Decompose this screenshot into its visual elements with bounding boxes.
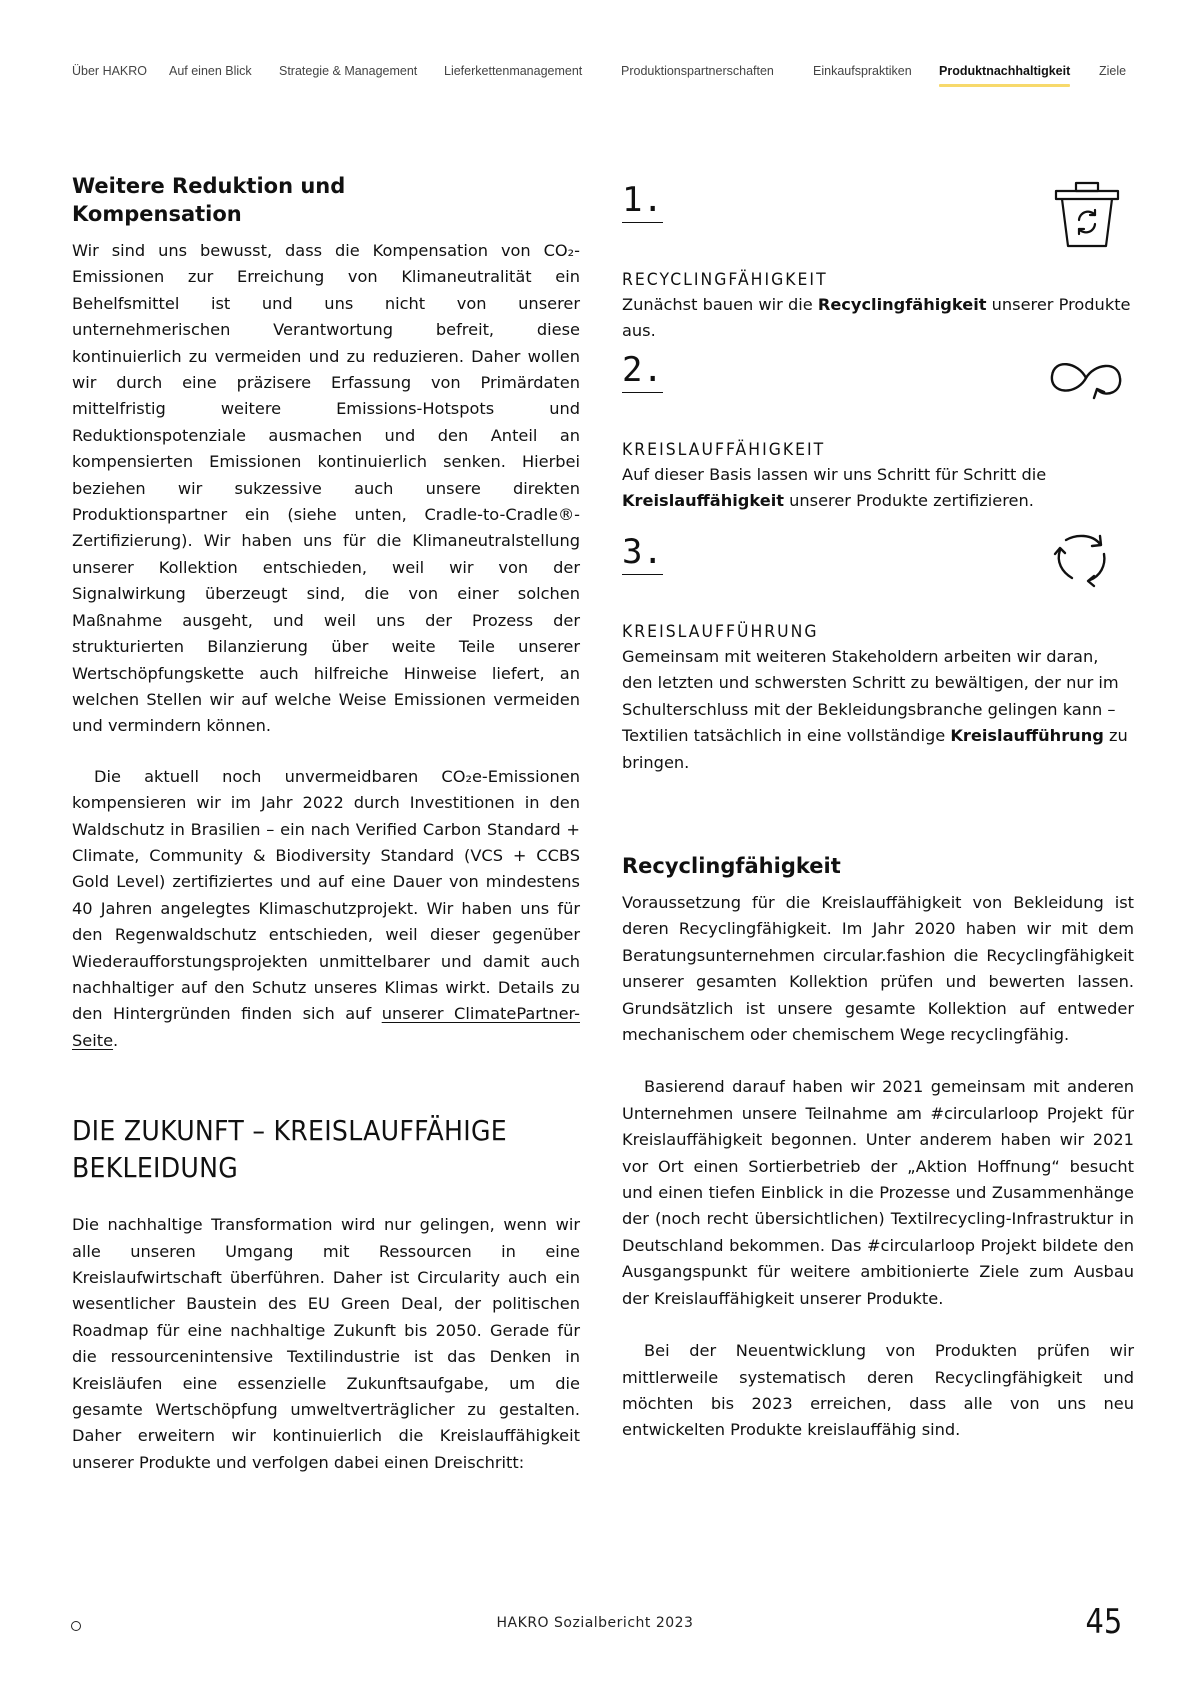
paragraph-waldschutz-text: Die aktuell noch unvermeidbaren CO₂e-Emissionen kompensieren wir im Jahr 2022 durch Investitionen in den Waldschutz in Brasilien – ein nach Verified Carbon Standard + Climate, Community & Biodiversity Standard (VCS + CCBS Gold Level) zertifiziertes und auf eine Dauer von mindestens 40 Jahren angelegtes Klimaschutzprojekt. Wir haben uns für den Regenwaldschutz entschieden, weil dieser gegenüber Wiederaufforstungsprojekten unmittelbarer und damit auch nachhaltiger auf den Schutz unseres Klimas wirkt. Details zu den Hintergründen finden sich auf (72, 766, 580, 1024)
nav-item-strategie-management[interactable]: Strategie & Management (279, 64, 418, 78)
section-heading-zukunft: DIE ZUKUNFT – KREISLAUFFÄHIGE BEKLEIDUNG (72, 1114, 507, 1185)
nav-item-ueber-hakro[interactable]: Über HAKRO (72, 64, 148, 78)
step-text-bold: Kreislaufführung (950, 726, 1104, 746)
infinity-loop-icon (1048, 352, 1124, 408)
step-number: 2. (622, 350, 663, 393)
nav-item-produktnachhaltigkeit[interactable]: Produktnachhaltigkeit (939, 64, 1071, 78)
step-1 (622, 180, 1134, 350)
nav-item-lieferkettenmanagement[interactable]: Lieferkettenmanagement (444, 64, 583, 78)
recycle-bin-icon (1052, 180, 1122, 254)
nav-item-auf-einen-blick[interactable]: Auf einen Blick (169, 64, 252, 78)
paragraph-end-punctuation: . (113, 1030, 119, 1050)
left-column (72, 172, 580, 1476)
step-text: Gemeinsam mit weiteren Stakeholdern arbeiten wir daran, den letzten und schwersten Schritt zu bewältigen, der nur im Schulterschluss mit der Bekleidungsbranche gelingen kann – Textilien tatsächlich in eine vollständige (622, 647, 1119, 746)
step-text: zu bringen. (622, 726, 1128, 772)
page-footer (0, 1600, 1190, 1650)
step-text-bold: Kreislauffähigkeit (622, 491, 784, 511)
step-text: unserer Produkte zertifizieren. (783, 491, 1034, 511)
step-text-bold: Recyclingfähigkeit (817, 295, 987, 314)
step-text: Zunächst bauen wir die (622, 295, 818, 314)
step-title: KREISLAUFFÜHRUNG (622, 622, 819, 642)
step-number: 3. (622, 532, 663, 575)
step-2 (622, 350, 1134, 532)
circular-arrows-icon (1052, 532, 1112, 592)
step-number: 1. (622, 180, 663, 223)
climatepartner-link[interactable]: unserer ClimatePartner-Seite (72, 1004, 580, 1050)
nav-item-produktionspartnerschaften[interactable]: Produktionspartnerschaften (621, 64, 774, 78)
footer-report-title: HAKRO Sozialbericht 2023 (496, 1615, 694, 1631)
paragraph-circularloop: Basierend darauf haben wir 2021 gemeinsam mit anderen Unternehmen unsere Teilnahme am #circularloop Projekt für Kreislauffähigkeit begonnen. Unter anderem haben wir 2021 vor Ort einen Sortierbetrieb der „Aktion Hoffnung“ besucht und einen tiefen Einblick in die Prozesse und Zusammenhänge der (noch recht übersichtlichen) Textilrecycling-Infrastruktur in Deutschland bekommen. Das #circularloop Projekt bildete den Ausgangspunkt für weitere ambitionierte Ziele zum Ausbau der Kreislauffähigkeit unserer Produkte. (622, 1077, 1134, 1308)
step-text: Auf dieser Basis lassen wir uns Schritt für Schritt die (622, 465, 1047, 484)
step-title: RECYCLINGFÄHIGKEIT (622, 270, 828, 290)
paragraph-kompensation: Wir sind uns bewusst, dass die Kompensation von CO₂-Emissionen zur Erreichung von Klimaneutralität ein Behelfsmittel ist und uns nicht von unserer unternehmerischen Verantwortung befreit, diese kontinuierlich zu vermeiden und zu reduzieren. Daher wollen wir durch eine präzisere Erfassung von Primärdaten mittelfristig weitere Emissions-Hotspots und Reduktionspotenziale ausmachen und den Anteil an kompensierten Emissionen kontinuierlich senken. Hierbei beziehen wir sukzessive auch unsere direkten Produktionspartner ein (siehe unten, Cradle-to-Cradle®-Zertifizierung). Wir haben uns für die Klimaneutralstellung unserer Kollektion entschieden, weil wir von der Signalwirkung überzeugt sind, die von einer solchen Maßnahme ausgeht, und weil uns der Prozess der strukturierten Bilanzierung über weite Teile unserer Wertschöpfungskette auch hilfreiche Hinweise liefert, an welchen Stellen wir auf welche Weise Emissionen vermeiden und vermindern können. (72, 241, 580, 736)
step-text: unserer Produkte aus. (622, 295, 1131, 341)
heading-recyclingfaehigkeit: Recyclingfähigkeit (622, 854, 841, 878)
paragraph-voraussetzung: Voraussetzung für die Kreislauffähigkeit von Bekleidung ist deren Recyclingfähigkeit. Im Jahr 2020 haben wir mit dem Beratungsunternehmen circular.fashion die Recyclingfähigkeit unserer gesamten Kollektion prüfen und bewerten lassen. Grundsätzlich ist unsere gesamte Kollektion auf entweder mechanischem oder chemischem Wege recyclingfähig. (622, 893, 1134, 1045)
step-3 (622, 532, 1134, 852)
paragraph-waldschutz (72, 764, 580, 1054)
step-description (622, 644, 1134, 776)
nav-item-ziele[interactable]: Ziele (1099, 64, 1127, 78)
right-column (622, 180, 1134, 1444)
page-number: 45 (1085, 1602, 1122, 1642)
step-description (622, 292, 1134, 345)
nav-item-einkaufspraktiken[interactable]: Einkaufspraktiken (813, 64, 912, 78)
step-description (622, 462, 1134, 515)
paragraph-neuentwicklung: Bei der Neuentwicklung von Produkten prüfen wir mittlerweile systematisch deren Recyclingfähigkeit und möchten bis 2023 erreichen, dass alle von uns neu entwickelten Produkte kreislauffähig sind. (622, 1341, 1134, 1440)
top-navigation (72, 64, 1130, 94)
paragraph-transformation: Die nachhaltige Transformation wird nur gelingen, wenn wir alle unseren Umgang mit Ressourcen in eine Kreislaufwirtschaft überführen. Daher ist Circularity auch ein wesentlicher Baustein des EU Green Deal, der politischen Roadmap für eine nachhaltige Zukunft bis 2050. Gerade für die ressourcenintensive Textilindustrie ist das Denken in Kreisläufen eine essenzielle Zukunftsaufgabe, um die gesamte Wertschöpfung umweltverträglicher zu gestalten. Daher erweitern wir kontinuierlich die Kreislauffähigkeit unserer Produkte und verfolgen dabei einen Dreischritt: (72, 1215, 580, 1472)
heading-reduktion-kompensation: Weitere Reduktion und Kompensation (72, 174, 346, 226)
step-title: KREISLAUFFÄHIGKEIT (622, 440, 826, 460)
